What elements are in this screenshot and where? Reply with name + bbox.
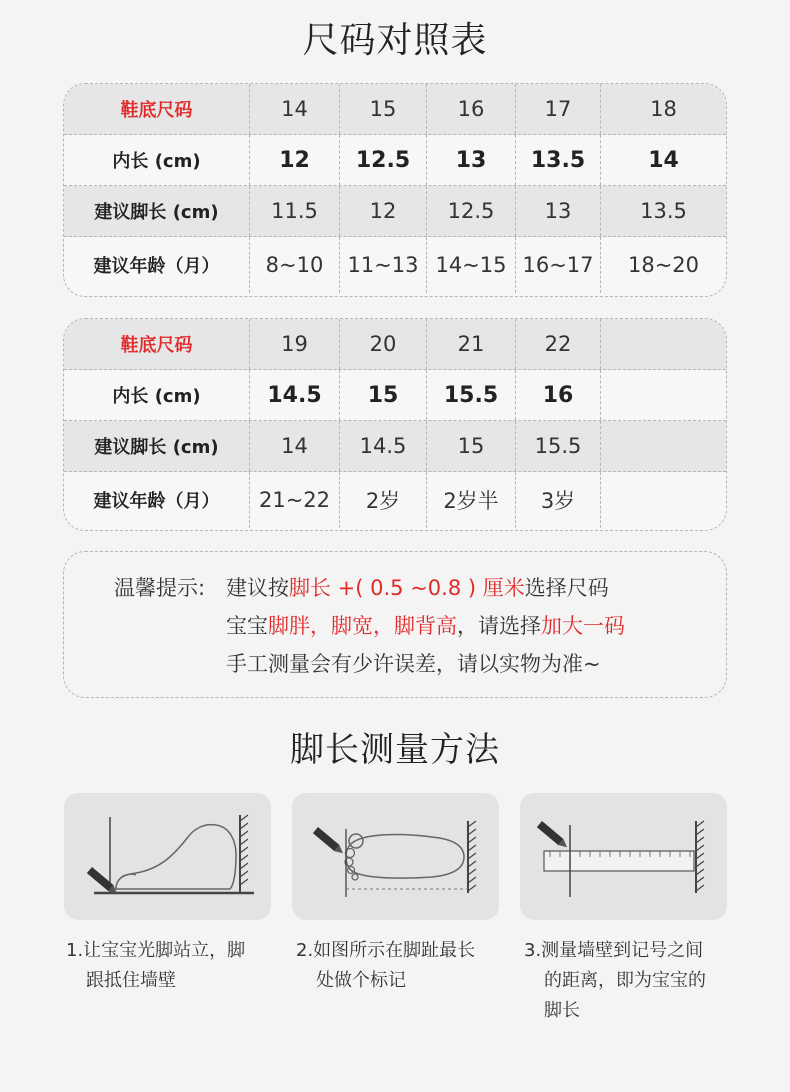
table-row — [64, 472, 726, 528]
table-cell: 8~10 — [250, 237, 340, 293]
table-cell: 13.5 — [516, 135, 601, 185]
table-cell: 21 — [427, 319, 516, 369]
table-cell: 11~13 — [340, 237, 427, 293]
table-cell: 15 — [427, 421, 516, 471]
step-1-illustration — [64, 793, 271, 920]
tips-line-1 — [226, 572, 609, 602]
tips-line-3: 手工测量会有少许误差，请以实物为准~ — [226, 652, 601, 676]
step-caption-line: 1.让宝宝光脚站立，脚 — [66, 940, 246, 961]
table-cell: 19 — [250, 319, 340, 369]
table-cell — [601, 319, 726, 369]
step-3-caption — [524, 936, 734, 1026]
tips-box — [63, 551, 727, 698]
table-cell — [601, 421, 726, 471]
table-cell: 12.5 — [340, 135, 427, 185]
table-cell: 14 — [250, 84, 340, 134]
table-row — [64, 186, 726, 237]
table-cell: 14~15 — [427, 237, 516, 293]
step-2-illustration — [292, 793, 499, 920]
table-cell — [601, 472, 726, 528]
table-cell: 12 — [340, 186, 427, 236]
table-cell: 21~22 — [250, 472, 340, 528]
table-cell — [601, 370, 726, 420]
table-row — [64, 84, 726, 135]
table-cell: 20 — [340, 319, 427, 369]
table-cell: 13 — [516, 186, 601, 236]
tips-highlight: 脚长 +( 0.5 ~0.8 ) 厘米 — [289, 576, 525, 600]
table-cell: 16~17 — [516, 237, 601, 293]
row-label-foot-length: 建议脚长 (cm) — [64, 421, 250, 471]
step-2-caption — [296, 936, 506, 996]
table-cell: 22 — [516, 319, 601, 369]
step-caption-line: 2.如图所示在脚趾最长 — [296, 940, 476, 961]
table-cell: 15.5 — [516, 421, 601, 471]
tips-text: 宝宝 — [226, 614, 268, 638]
table-cell: 18~20 — [627, 253, 700, 277]
step-caption-line: 3.测量墙壁到记号之间 — [524, 940, 704, 961]
row-label-foot-length: 建议脚长 (cm) — [64, 186, 250, 236]
table-cell: 14 — [250, 421, 340, 471]
step-caption-line: 脚长 — [544, 1000, 580, 1021]
table-cell: 12.5 — [427, 186, 516, 236]
row-label-inner-length: 内长 (cm) — [64, 370, 250, 420]
step-1-caption — [66, 936, 276, 996]
ruler-icon — [520, 793, 727, 920]
row-label-age: 建议年龄（月） — [64, 237, 250, 293]
table-cell: 3岁 — [516, 472, 601, 528]
measure-title: 脚长测量方法 — [290, 730, 500, 770]
table-cell: 15 — [340, 84, 427, 134]
table-row — [64, 421, 726, 472]
step-caption-line: 的距离，即为宝宝的 — [544, 970, 706, 991]
row-label-inner-length: 内长 (cm) — [64, 135, 250, 185]
tips-highlight: 加大一码 — [541, 614, 625, 638]
foot-top-icon — [292, 793, 499, 920]
table-cell: 16 — [516, 370, 601, 420]
table-cell: 2岁半 — [427, 472, 516, 528]
tips-text: 建议按 — [226, 576, 289, 600]
tips-text: ，请选择 — [457, 614, 541, 638]
size-table-2 — [63, 318, 727, 531]
step-caption-line: 处做个标记 — [316, 970, 406, 991]
step-3-illustration — [520, 793, 727, 920]
table-cell: 14.5 — [250, 370, 340, 420]
table-cell: 13 — [427, 135, 516, 185]
size-table-1 — [63, 83, 727, 297]
table-row — [64, 319, 726, 370]
page-title: 尺码对照表 — [302, 20, 488, 61]
table-cell: 15 — [340, 370, 427, 420]
row-label-sole-size: 鞋底尺码 — [64, 84, 250, 134]
table-row — [64, 135, 726, 186]
table-cell: 12 — [250, 135, 340, 185]
table-cell: 11.5 — [250, 186, 340, 236]
row-label-sole-size: 鞋底尺码 — [64, 319, 250, 369]
table-cell: 17 — [516, 84, 601, 134]
tips-text: 选择尺码 — [524, 576, 609, 600]
table-cell: 15.5 — [427, 370, 516, 420]
table-cell: 14 — [648, 147, 679, 173]
row-label-age: 建议年龄（月） — [64, 472, 250, 528]
tips-highlight: 脚胖，脚宽，脚背高 — [268, 614, 457, 638]
table-cell: 16 — [427, 84, 516, 134]
table-cell: 14.5 — [340, 421, 427, 471]
table-row — [64, 370, 726, 421]
foot-side-icon — [64, 793, 271, 920]
table-cell: 18 — [650, 97, 677, 121]
step-caption-line: 跟抵住墙壁 — [86, 970, 176, 991]
tips-label: 温馨提示: — [114, 576, 206, 600]
table-cell: 13.5 — [640, 199, 687, 223]
table-cell: 2岁 — [340, 472, 427, 528]
tips-line-2 — [226, 610, 625, 640]
table-row — [64, 237, 726, 293]
